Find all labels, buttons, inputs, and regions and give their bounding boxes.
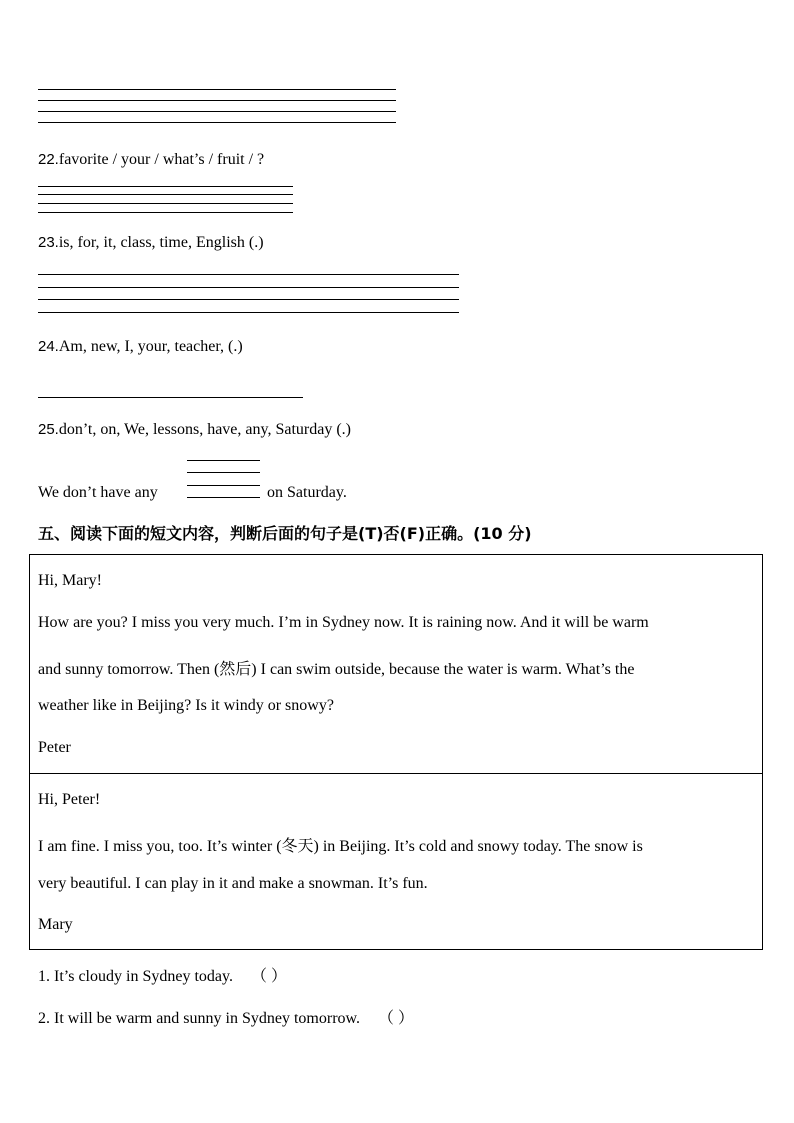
answer-line[interactable] xyxy=(38,274,459,275)
letter-line: How are you? I miss you very much. I’m in Sydney now. It is raining now. And it will be warm xyxy=(38,614,649,631)
answer-line[interactable] xyxy=(187,460,260,461)
answer-line[interactable] xyxy=(38,89,396,90)
section-title: 五、阅读下面的短文内容，判断后面的句子是(T)否(F)正确。(10 分) xyxy=(38,524,532,543)
letter-line: very beautiful. I can play in it and make a snowman. It’s fun. xyxy=(38,875,428,892)
judge-text: 1. It’s cloudy in Sydney today. xyxy=(38,968,233,985)
judge-item-1 xyxy=(38,963,287,986)
answer-line[interactable] xyxy=(187,497,260,498)
question-25 xyxy=(38,421,351,439)
question-number: 25. xyxy=(38,421,59,438)
question-24 xyxy=(38,338,243,356)
answer-line[interactable] xyxy=(38,312,459,313)
letter-signature: Peter xyxy=(38,739,71,756)
answer-line[interactable] xyxy=(38,186,293,187)
letter-box-peter xyxy=(29,554,763,774)
letter-line: and sunny tomorrow. Then (然后) I can swim outside, because the water is warm. What’s the xyxy=(38,661,635,678)
letter-line: weather like in Beijing? Is it windy or snowy? xyxy=(38,697,334,714)
answer-line[interactable] xyxy=(187,485,260,486)
answer-line[interactable] xyxy=(38,287,459,288)
question-text: is, for, it, class, time, English (.) xyxy=(58,234,264,251)
answer-line[interactable] xyxy=(38,111,396,112)
judge-text: 2. It will be warm and sunny in Sydney tomorrow. xyxy=(38,1010,361,1027)
question-number: 22. xyxy=(38,151,59,168)
answer-line[interactable] xyxy=(38,194,293,195)
question-text: favorite / your / what’s / fruit / ? xyxy=(58,151,265,168)
judge-blank[interactable]: （ ） xyxy=(378,1010,415,1027)
answer-line[interactable] xyxy=(38,299,459,300)
answer-line[interactable] xyxy=(38,203,293,204)
question-22 xyxy=(38,151,264,169)
question-text: Am, new, I, your, teacher, (.) xyxy=(58,338,243,355)
answer-line[interactable] xyxy=(38,122,396,123)
question-23 xyxy=(38,234,264,252)
answer-line[interactable] xyxy=(187,472,260,473)
letter-greeting: Hi, Peter! xyxy=(38,791,101,808)
question-number: 24. xyxy=(38,338,59,355)
letter-line: I am fine. I miss you, too. It’s winter (冬天) in Beijing. It’s cold and snowy today. The snow is xyxy=(38,838,643,855)
answer-line[interactable] xyxy=(38,397,303,398)
q25-answer-after: on Saturday. xyxy=(267,484,347,501)
letter-signature: Mary xyxy=(38,916,73,933)
answer-line[interactable] xyxy=(38,212,293,213)
question-number: 23. xyxy=(38,234,59,251)
judge-blank[interactable]: （ ） xyxy=(250,968,287,985)
answer-line[interactable] xyxy=(38,100,396,101)
q25-answer-before: We don’t have any xyxy=(38,484,158,501)
letter-box-mary xyxy=(29,773,763,950)
letter-greeting: Hi, Mary! xyxy=(38,572,102,589)
judge-item-2 xyxy=(38,1005,414,1028)
question-text: don’t, on, We, lessons, have, any, Saturday (.) xyxy=(58,421,351,438)
